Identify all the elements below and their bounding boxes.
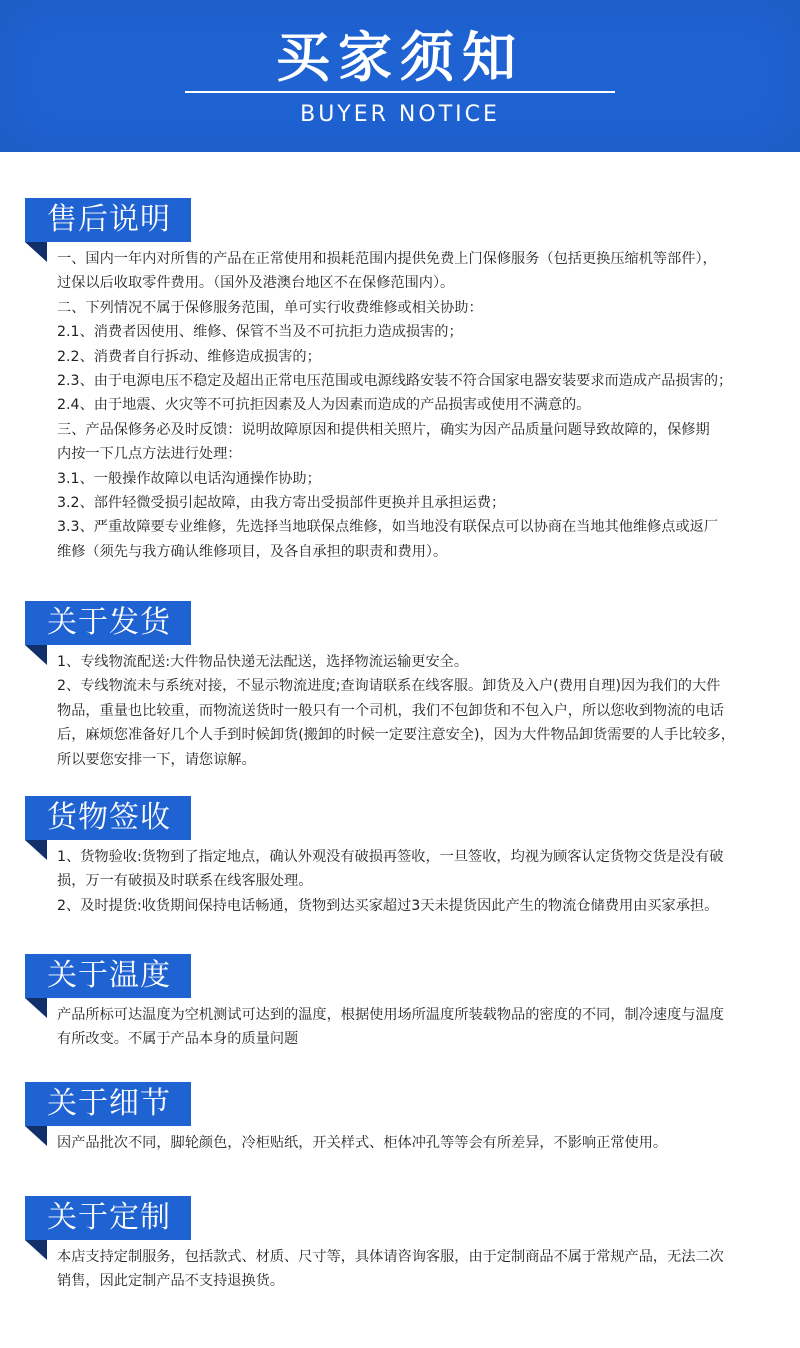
header-banner: [0, 0, 800, 152]
section-details: [0, 1082, 800, 1155]
section-heading-label: 关于温度: [25, 954, 191, 998]
section-receipt: [0, 796, 800, 918]
body-line: 有所改变。不属于产品本身的质量问题: [57, 1031, 299, 1048]
section-body: [0, 650, 800, 772]
body-line: 2.2、消费者自行拆动、维修造成损害的；: [57, 348, 321, 365]
body-line: 1、货物验收:货物到了指定地点，确认外观没有破损再签收，一旦签收，均视为顾客认定货物交货是没有破: [57, 849, 724, 865]
section-heading-label: 关于细节: [25, 1082, 191, 1126]
body-line: 2、及时提货:收货期间保持电话畅通，货物到达买家超过3天未提货因此产生的物流仓储费用由买家承担。: [57, 897, 719, 914]
body-line: 产品所标可达温度为空机测试可达到的温度，根据使用场所温度所装载物品的密度的不同，制冷速度与温度: [57, 1007, 724, 1023]
body-line: 3.2、部件轻微受损引起故障，由我方寄出受损部件更换并且承担运费；: [57, 495, 506, 512]
body-line: 后，麻烦您准备好几个人手到时候卸货(搬卸的时候一定要注意安全)，因为大件物品卸货需要的人手比较多，: [57, 727, 735, 744]
body-line: 1、专线物流配送:大件物品快递无法配送，选择物流运输更安全。: [57, 654, 469, 670]
section-customization: [0, 1196, 800, 1294]
body-line: 一、国内一年内对所售的产品在正常使用和损耗范围内提供免费上门保修服务（包括更换压缩机等部件），: [57, 251, 717, 267]
body-line: 损，万一有破损及时联系在线客服处理。: [57, 873, 313, 890]
body-line: 因产品批次不同，脚轮颜色，冷柜贴纸，开关样式、柜体冲孔等等会有所差异，不影响正常使用。: [57, 1135, 668, 1151]
body-line: 2、专线物流未与系统对接，不显示物流进度;查询请联系在线客服。卸货及入户(费用自理)因为我们的大件: [57, 678, 721, 695]
section-heading-label: 货物签收: [25, 796, 191, 840]
section-body: [0, 247, 800, 564]
page-title: 买家须知: [276, 26, 524, 89]
section-heading-label: 关于发货: [25, 601, 191, 645]
section-heading-label: 售后说明: [25, 198, 191, 242]
section-after-sales: [0, 198, 800, 564]
section-shipping: [0, 601, 800, 772]
body-line: 三、产品保修务必及时反馈：说明故障原因和提供相关照片，确实为因产品质量问题导致故障的，保修期: [57, 421, 710, 438]
section-body: [0, 1245, 800, 1294]
body-line: 二、下列情况不属于保修服务范围，单可实行收费维修或相关协助：: [57, 299, 483, 316]
body-line: 2.3、由于电源电压不稳定及超出正常电压范围或电源线路安装不符合国家电器安装要求而造成产品损害的；: [57, 373, 733, 390]
body-line: 销售，因此定制产品不支持退换货。: [57, 1273, 285, 1290]
body-line: 本店支持定制服务，包括款式、材质、尺寸等，具体请咨询客服，由于定制商品不属于常规产品，无法二次: [57, 1249, 724, 1265]
body-line: 2.1、消费者因使用、维修、保管不当及不可抗拒力造成损害的；: [57, 324, 463, 341]
body-line: 过保以后收取零件费用。（国外及港澳台地区不在保修范围内）。: [57, 275, 455, 292]
section-body: [0, 1003, 800, 1052]
body-line: 3.1、一般操作故障以电话沟通操作协助；: [57, 470, 321, 487]
section-body: [0, 845, 800, 918]
title-divider: [185, 91, 615, 93]
body-line: 3.3、严重故障要专业维修，先选择当地联保点维修，如当地没有联保点可以协商在当地其他维修点或返厂: [57, 519, 719, 536]
body-line: 内按一下几点方法进行处理：: [57, 446, 242, 463]
section-heading-label: 关于定制: [25, 1196, 191, 1240]
body-line: 维修（须先与我方确认维修项目，及各自承担的职责和费用）。: [57, 543, 448, 560]
body-line: 物品，重量也比较重，而物流送货时一般只有一个司机，我们不包卸货和不包入户，所以您收到物流的电话: [57, 702, 724, 719]
section-body: [0, 1131, 800, 1155]
body-line: 2.4、由于地震、火灾等不可抗拒因素及人为因素而造成的产品损害或使用不满意的。: [57, 397, 591, 414]
section-temperature: [0, 954, 800, 1052]
page-subtitle: BUYER NOTICE: [300, 102, 500, 127]
body-line: 所以要您安排一下，请您谅解。: [57, 751, 256, 768]
